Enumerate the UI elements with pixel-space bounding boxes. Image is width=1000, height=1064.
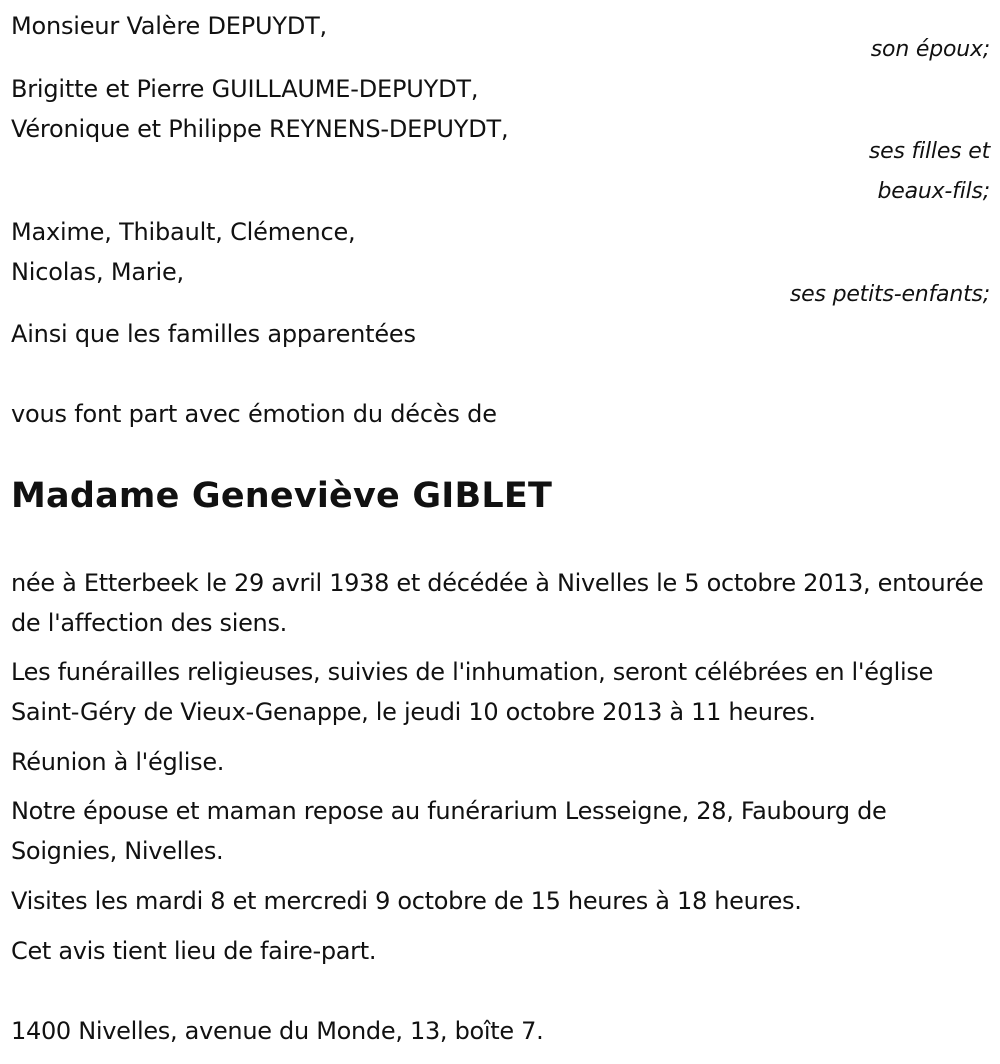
spouse-name: Monsieur Valère DEPUYDT, [11, 12, 327, 40]
spouse-role: son époux; [870, 37, 990, 62]
address-paragraph: 1400 Nivelles, avenue du Monde, 13, boîte 7. [11, 1017, 544, 1045]
notice-paragraph: Cet avis tient lieu de faire-part. [11, 937, 377, 965]
announcement-intro: vous font part avec émotion du décès de [11, 400, 497, 428]
grandchildren-line-1: Maxime, Thibault, Clémence, [11, 218, 356, 246]
daughters-role-line-2: beaux-fils; [877, 179, 990, 204]
visits-paragraph: Visites les mardi 8 et mercredi 9 octobre de 15 heures à 18 heures. [11, 887, 802, 915]
grandchildren-role: ses petits-enfants; [789, 282, 990, 307]
deceased-name: Madame Geneviève GIBLET [11, 476, 553, 516]
funeral-paragraph: Les funérailles religieuses, suivies de l'inhumation, seront célébrées en l'église Saint-Géry de Vieux-Genappe, le jeudi 10 octobre 2013 à 11 heures. [11, 658, 934, 726]
daughters-role-line-1: ses filles et [868, 139, 990, 164]
daughter-couple-1: Brigitte et Pierre GUILLAUME-DEPUYDT, [11, 75, 479, 103]
relatives-line: Ainsi que les familles apparentées [11, 320, 416, 348]
birth-death-paragraph: née à Etterbeek le 29 avril 1938 et décédée à Nivelles le 5 octobre 2013, entourée de l'affection des siens. [11, 569, 984, 637]
rest-place-paragraph: Notre épouse et maman repose au funérarium Lesseigne, 28, Faubourg de Soignies, Nivelles. [11, 797, 887, 865]
daughter-couple-2: Véronique et Philippe REYNENS-DEPUYDT, [11, 115, 509, 143]
grandchildren-line-2: Nicolas, Marie, [11, 258, 184, 286]
meeting-paragraph: Réunion à l'église. [11, 748, 225, 776]
